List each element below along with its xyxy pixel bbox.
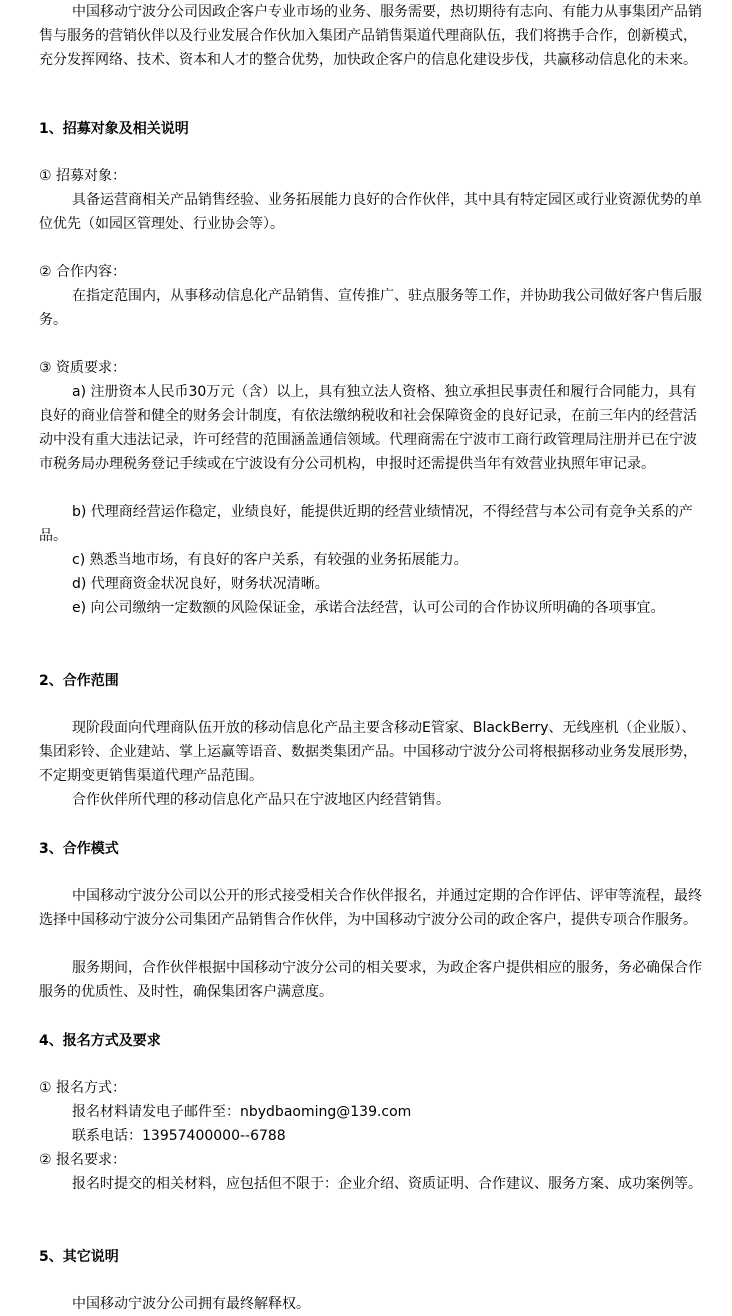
signup-method-label: ① 报名方式：	[39, 1080, 127, 1096]
qualification-label: ③ 资质要求：	[39, 360, 127, 376]
recruit-target-label: ① 招募对象：	[39, 168, 127, 184]
signup-email-line: 报名材料请发电子邮件至：nbydbaoming@139.com	[72, 1104, 412, 1120]
signup-requirement-text: 报名时提交的相关材料，应包括但不限于：企业介绍、资质证明、合作建议、服务方案、成功案例等。	[72, 1176, 702, 1192]
signup-requirement-label: ② 报名要求：	[39, 1152, 127, 1168]
signup-phone-line: 联系电话：13957400000--6788	[72, 1128, 286, 1144]
cooperation-content-text: 在指定范围内，从事移动信息化产品销售、宣传推广、驻点服务等工作，并协助我公司做好客户售后服务。	[39, 288, 702, 328]
cooperation-content-label: ② 合作内容：	[39, 264, 127, 280]
section-4-heading: 4、报名方式及要求	[39, 1033, 161, 1049]
qualification-b: b) 代理商经营运作稳定，业绩良好，能提供近期的经营业绩情况，不得经营与本公司有竞争关系的产品。	[39, 504, 693, 544]
intro-paragraph: 中国移动宁波分公司因政企客户专业市场的业务、服务需要，热切期待有志向、有能力从事集团产品销售与服务的营销伙伴以及行业发展合作伙加入集团产品销售渠道代理商队伍，我们将携手合作，创新模式，充分发挥网络、技术、资本和人才的整合优势，加快政企客户的信息化建设步伐，共赢移动信息化的未来。	[39, 4, 702, 68]
scope-paragraph-1: 现阶段面向代理商队伍开放的移动信息化产品主要含移动E管家、BlackBerry、无线座机（企业版）、集团彩铃、企业建站、掌上运赢等语音、数据类集团产品。中国移动宁波分公司将根据移动业务发展形势，不定期变更销售渠道代理产品范围。	[39, 720, 697, 784]
mode-paragraph-1: 中国移动宁波分公司以公开的形式接受相关合作伙伴报名，并通过定期的合作评估、评审等流程，最终选择中国移动宁波分公司集团产品销售合作伙伴，为中国移动宁波分公司的政企客户，提供专项合作服务。	[39, 888, 702, 928]
qualification-d: d) 代理商资金状况良好，财务状况清晰。	[72, 576, 329, 592]
section-1-heading: 1、招募对象及相关说明	[39, 121, 189, 137]
section-5-heading: 5、其它说明	[39, 1249, 119, 1265]
qualification-a: a) 注册资本人民币30万元（含）以上，具有独立法人资格、独立承担民事责任和履行合同能力，具有良好的商业信誉和健全的财务会计制度，有依法缴纳税收和社会保障资金的良好记录，在前三年内的经营活动中没有重大违法记录，许可经营的范围涵盖通信领域。代理商需在宁波市工商行政管理局注册并已在宁波市税务局办理税务登记手续或在宁波设有分公司机构，申报时还需提供当年有效营业执照年审记录。	[39, 384, 697, 472]
mode-paragraph-2: 服务期间，合作伙伴根据中国移动宁波分公司的相关要求，为政企客户提供相应的服务，务必确保合作服务的优质性、及时性，确保集团客户满意度。	[39, 960, 702, 1000]
qualification-c: c) 熟悉当地市场，有良好的客户关系，有较强的业务拓展能力。	[72, 552, 468, 568]
other-notes-paragraph: 中国移动宁波分公司拥有最终解释权。	[72, 1296, 310, 1312]
qualification-e: e) 向公司缴纳一定数额的风险保证金，承诺合法经营，认可公司的合作协议所明确的各项事宜。	[72, 600, 665, 616]
recruit-target-text: 具备运营商相关产品销售经验、业务拓展能力良好的合作伙伴，其中具有特定园区或行业资源优势的单位优先（如园区管理处、行业协会等）。	[39, 192, 702, 232]
scope-paragraph-2: 合作伙伴所代理的移动信息化产品只在宁波地区内经营销售。	[72, 792, 450, 808]
section-2-heading: 2、合作范围	[39, 673, 119, 689]
section-3-heading: 3、合作模式	[39, 841, 119, 857]
